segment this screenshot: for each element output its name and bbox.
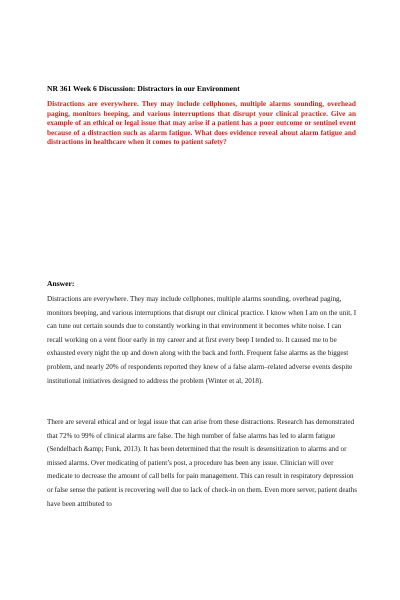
answer-paragraph: There are several ethical and or legal issue that can arise from these distractions. Research has demonstrated that 72% to 99% of clinical alarms are false. The high number of false alarms has led to alarm fatigue (Sendelbach &amp; Funk, 2013). It has been determined that the result is desensitization to alarms and or missed alarms. Over medicating of patient’s post, a procedure has been any issue. Clinician will over medicate to decrease the amount of call bells for pain management. This can result in respiratory depression or false sense the patient is recovering well due to lack of check-in on them. Even more server, patient deaths have been attributed to: [47, 418, 357, 508]
answer-heading: Answer:: [47, 279, 75, 288]
answer-paragraph: Distractions are everywhere. They may include cellphones, multiple alarms sounding, overhead paging, monitors beeping, and various interruptions that disrupt our clinical practice. I know when I am on the unit, I can tune out certain sounds due to constantly working in that environment it becomes white noise. I can recall working on a vent floor early in my career and at first every beep I tended to. It caused me to be exhausted every night the up and down along with the back and forth. Frequent false alarms as the biggest problem, and nearly 20% of respondents reported they knew of a false alarm–related adverse events despite institutional initiatives designed to address the problem (Winter et al, 2018).: [47, 295, 357, 385]
discussion-prompt: Distractions are everywhere. They may include cellphones, multiple alarms sounding, overhead paging, monitors beeping, and various interruptions that disrupt your clinical practice. Give an example of an ethical or legal issue that may arise if a patient has a poor outcome or sentinel event because of a distraction such as alarm fatigue. What does evidence reveal about alarm fatigue and distractions in healthcare when it comes to patient safety?: [47, 99, 356, 147]
document-title: NR 361 Week 6 Discussion: Distractors in our Environment: [47, 84, 240, 93]
